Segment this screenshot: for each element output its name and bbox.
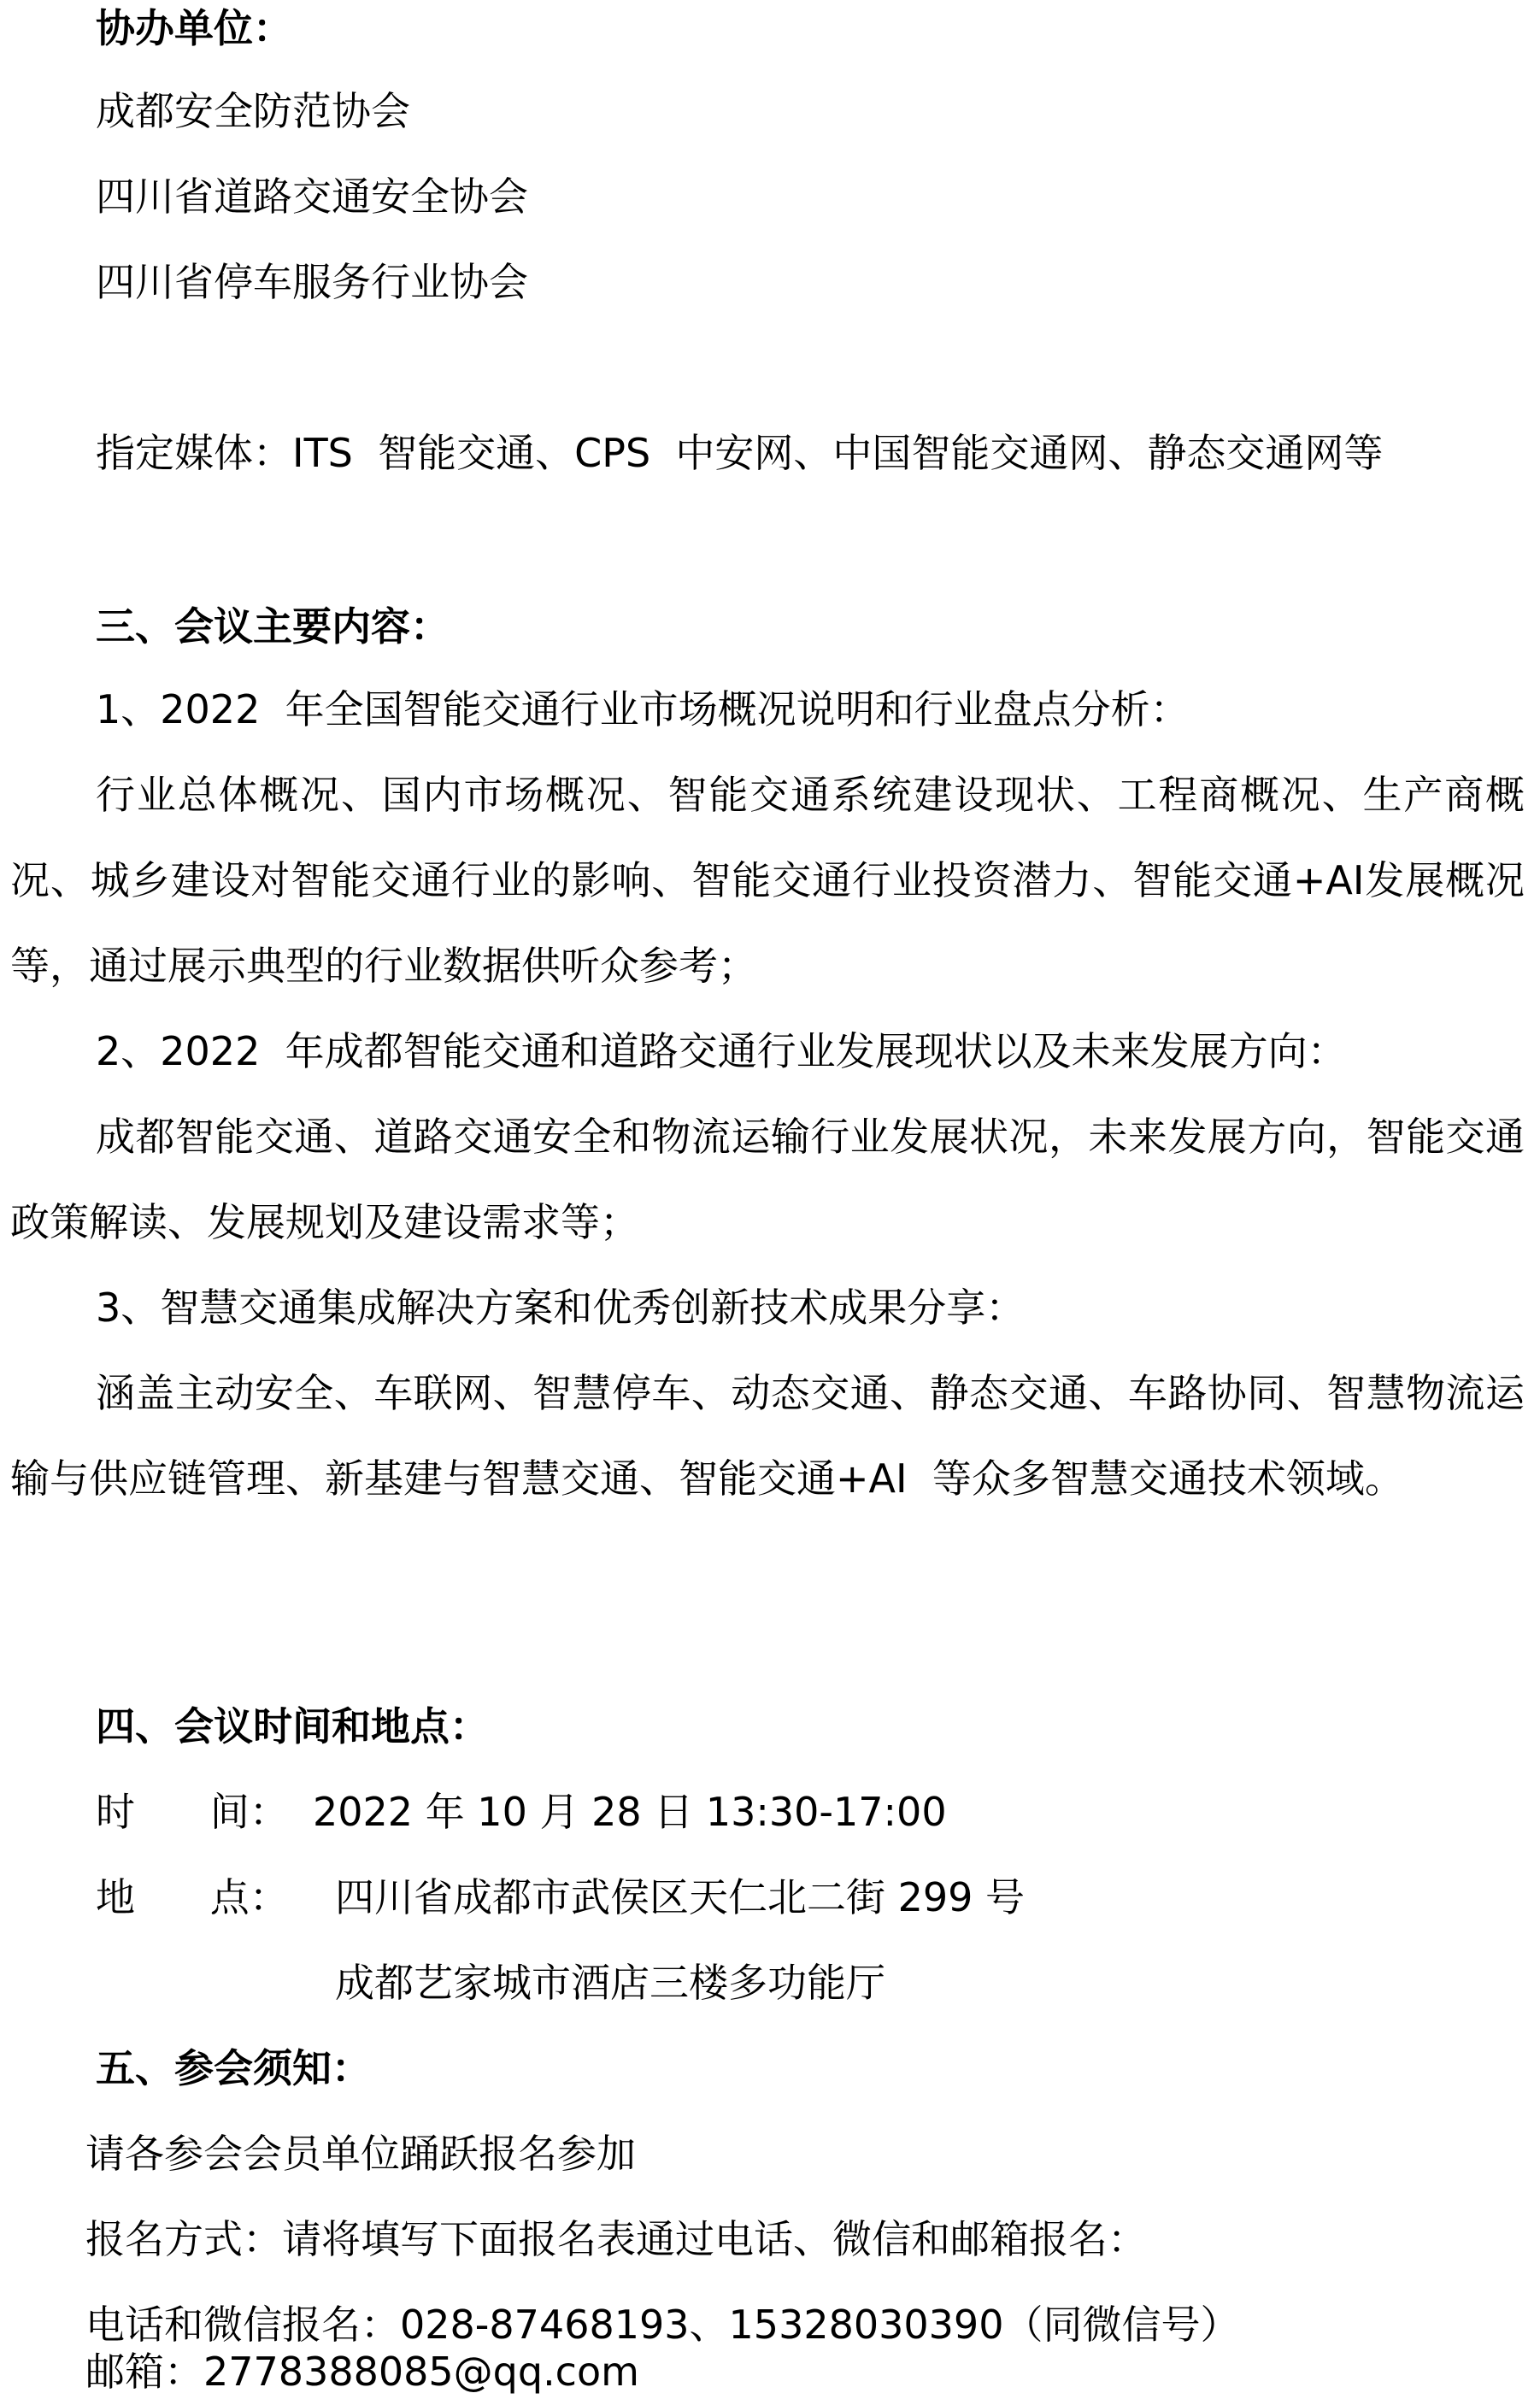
phone-wechat-registration: 电话和微信报名：028-87468193、15328030390（同微信号） [85, 2302, 1240, 2348]
section3-item1-title: 1、2022 年全国智能交通行业市场概况说明和行业盘点分析： [96, 686, 1190, 732]
co-organizers-heading: 协办单位： [96, 5, 292, 51]
section3-item2-body: 成都智能交通、道路交通安全和物流运输行业发展状况，未来发展方向，智能交通政策解读、发展规划及建设需求等； [10, 1114, 1525, 1245]
place-label: 地 点： [96, 1874, 289, 1920]
registration-method: 报名方式：请将填写下面报名表通过电话、微信和邮箱报名： [85, 2216, 1147, 2262]
section3-item3-title: 3、智慧交通集成解决方案和优秀创新技术成果分享： [96, 1285, 1026, 1331]
registration-invite: 请各参会会员单位踊跃报名参加 [85, 2131, 636, 2177]
section5-heading: 五、参会须知： [96, 2045, 371, 2091]
section3-heading: 三、会议主要内容： [96, 603, 450, 650]
section3-item2-title: 2、2022 年成都智能交通和道路交通行业发展现状以及未来发展方向： [96, 1028, 1347, 1074]
designated-media: 指定媒体：ITS 智能交通、CPS 中安网、中国智能交通网、静态交通网等 [96, 430, 1384, 476]
co-organizer-item: 四川省道路交通安全协会 [96, 173, 528, 220]
co-organizer-item: 成都安全防范协会 [96, 88, 410, 134]
section3-item3-body: 涵盖主动安全、车联网、智慧停车、动态交通、静态交通、车路协同、智慧物流运输与供应链管理、新基建与智慧交通、智能交通+AI 等众多智慧交通技术领域。 [10, 1370, 1525, 1502]
section3-item1-body: 行业总体概况、国内市场概况、智能交通系统建设现状、工程商概况、生产商概况、城乡建设对智能交通行业的影响、智能交通行业投资潜力、智能交通+AI发展概况等，通过展示典型的行业数据供听众参考； [10, 772, 1525, 989]
time-label: 时 间： [96, 1789, 289, 1835]
time-value: 2022 年 10 月 28 日 13:30-17:00 [313, 1789, 947, 1835]
email-address: 邮箱：2778388085@qq.com [85, 2349, 639, 2395]
place-value-line2: 成都艺家城市酒店三楼多功能厅 [335, 1960, 885, 2006]
place-value-line1: 四川省成都市武侯区天仁北二街 299 号 [335, 1874, 1026, 1920]
section4-heading: 四、会议时间和地点： [96, 1703, 489, 1749]
co-organizer-item: 四川省停车服务行业协会 [96, 259, 528, 305]
